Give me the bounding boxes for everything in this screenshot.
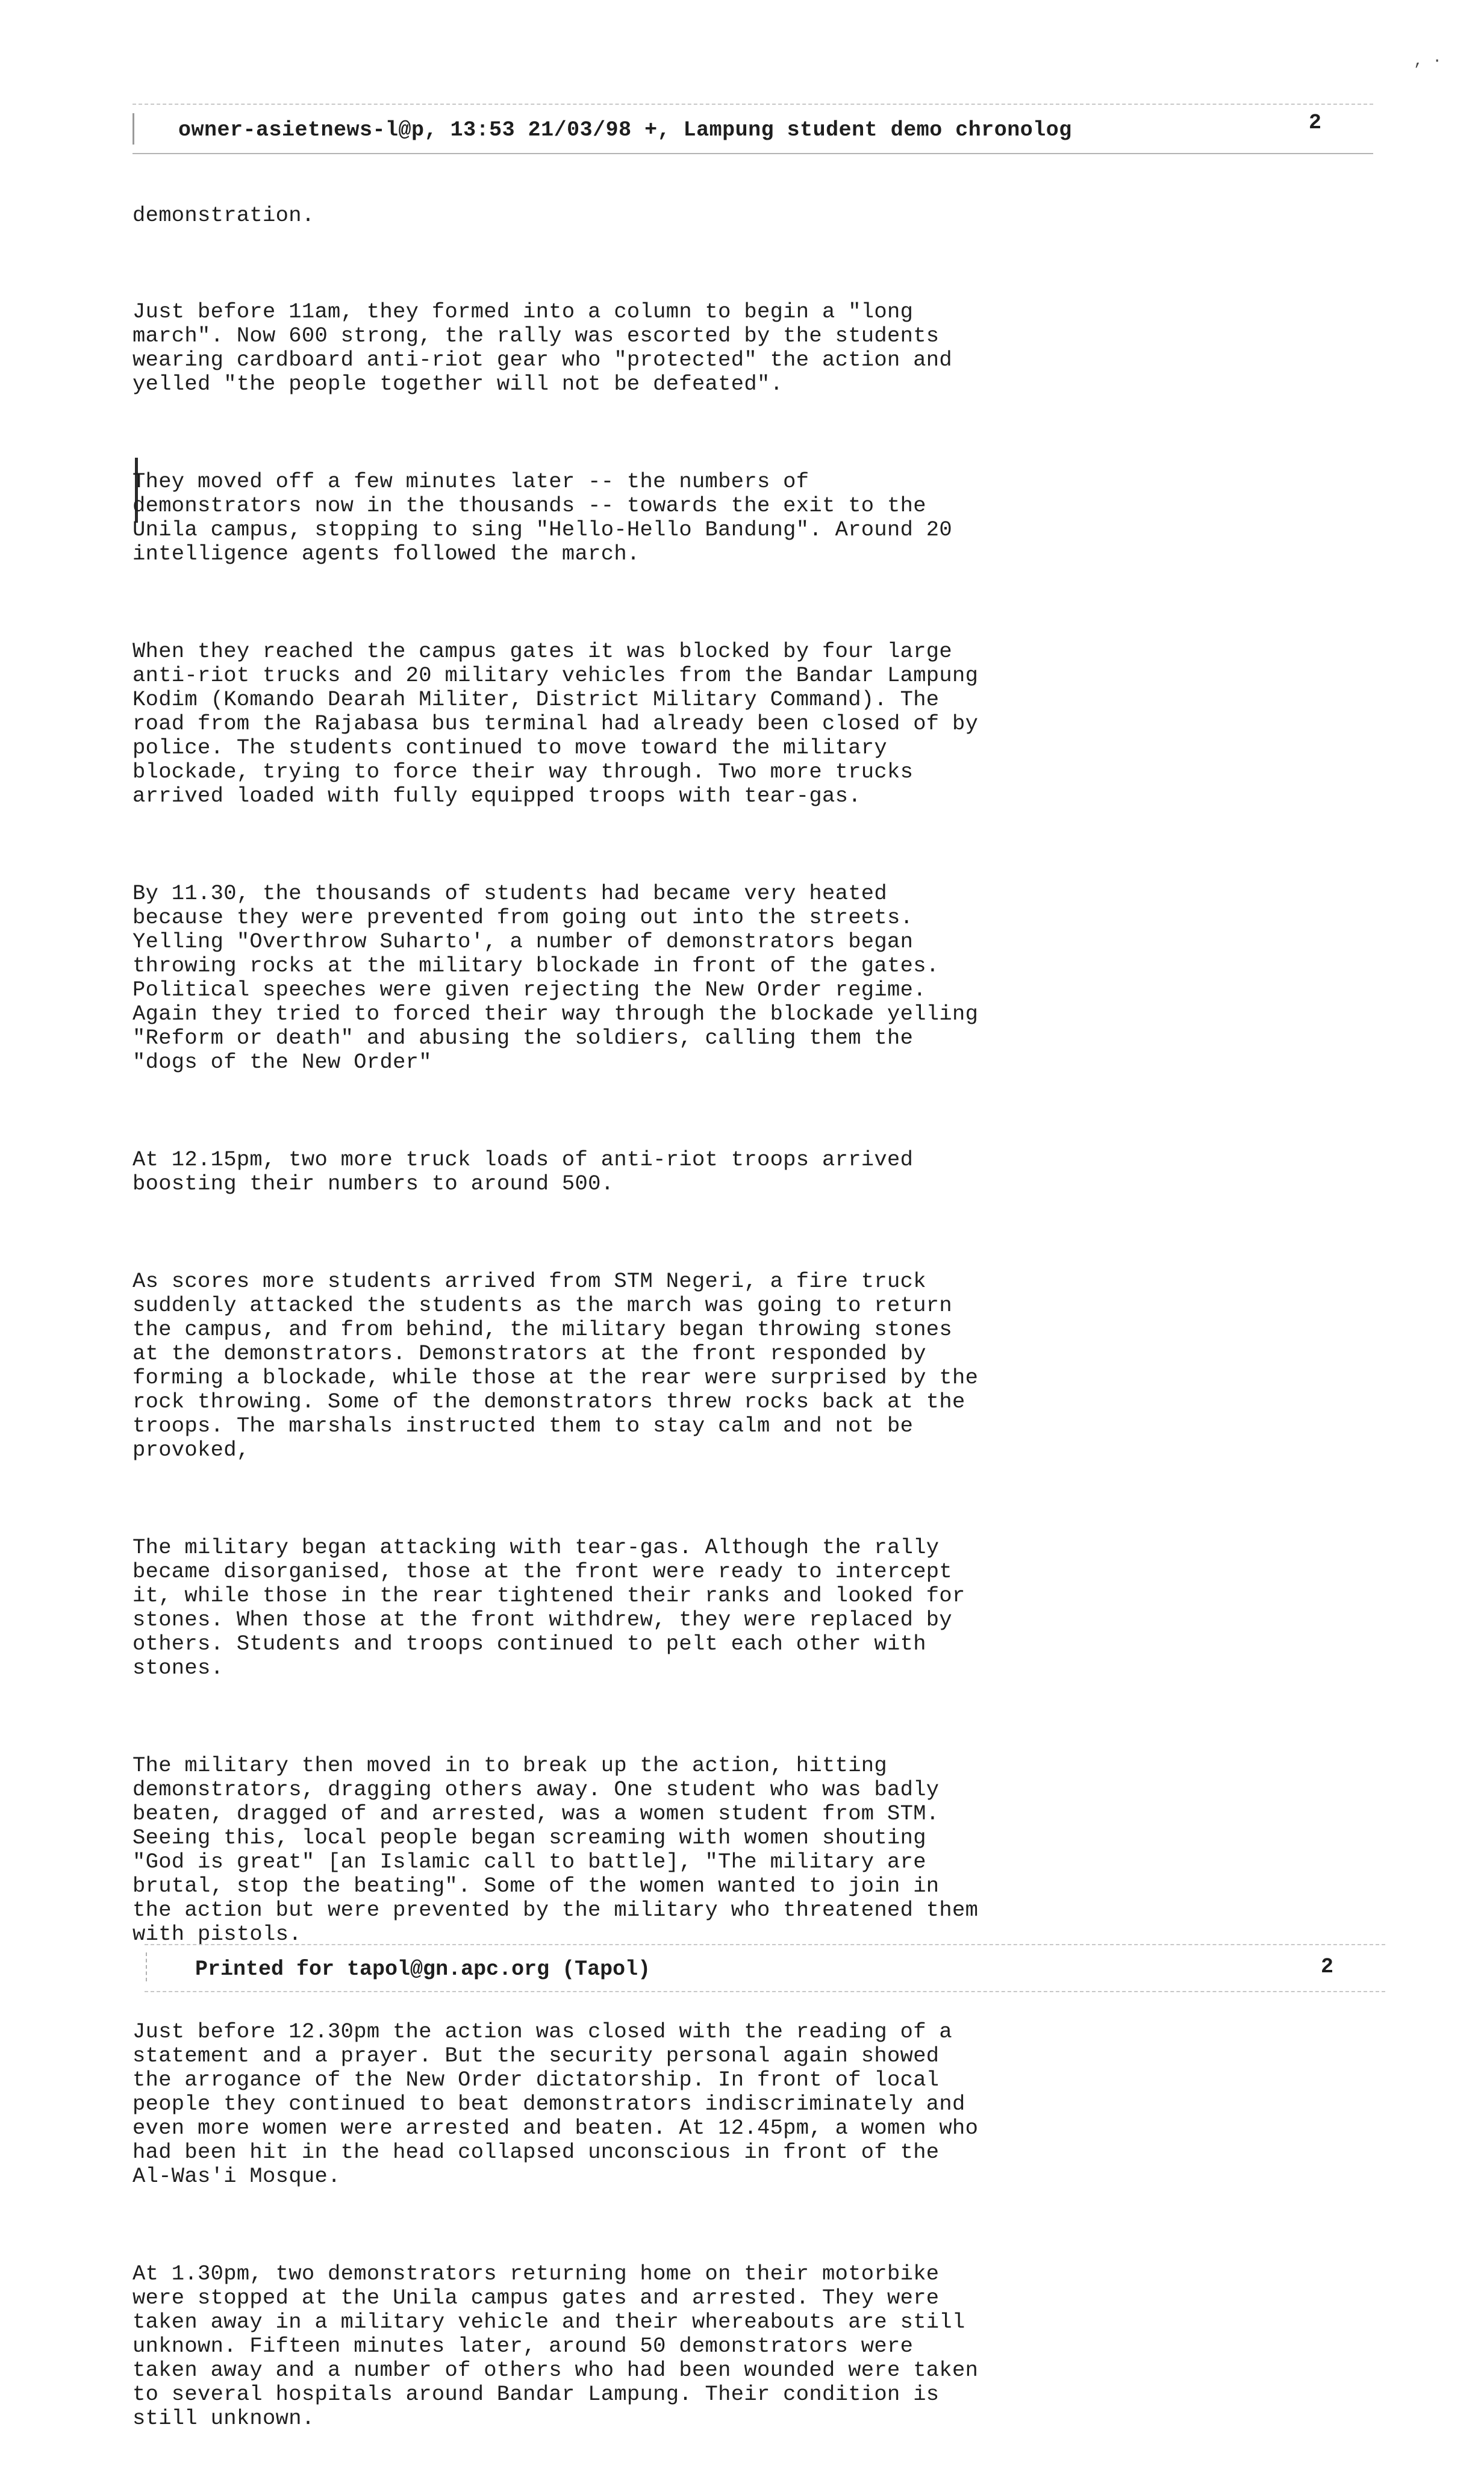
paragraph: demonstration. bbox=[132, 203, 315, 228]
header-left-rule bbox=[132, 113, 134, 145]
document-body bbox=[132, 155, 1072, 2480]
footer-text: Printed for tapol@gn.apc.org (Tapol) bbox=[195, 1957, 651, 1981]
footer-left-rule bbox=[146, 1952, 147, 1981]
paragraph: The military then moved in to break up the action, hitting demonstrators, dragging others away. One student who was badly beaten, dragged of and arrested, was a women student from STM. Seeing this, local people began screaming with women shouting "God is great" [an Islamic call to battle], "The military are brutal, stop the beating". Some of the women wanted to join in the action but were prevented by the military who threatened them with pistols. bbox=[132, 1753, 979, 1946]
paragraph: Just before 11am, they formed into a column to begin a "long march". Now 600 strong, the rally was escorted by the students wearing cardboard anti-riot gear who "protected" the action and yelled "the people together will not be defeated". bbox=[132, 299, 953, 396]
header-page-number: 2 bbox=[1308, 111, 1321, 135]
paragraph: They moved off a few minutes later -- the numbers of demonstrators now in the thousands -- towards the exit to the Unila campus, stopping to sing "Hello-Hello Bandung". Around 20 intelligence agents followed the march. bbox=[132, 469, 953, 566]
paragraph: As scores more students arrived from STM Negeri, a fire truck suddenly attacked the students as the march was going to return the campus, and from behind, the military began throwing stones at the demonstrators. Demonstrators at the front responded by forming a blockade, while those at the rear were surprised by the rock throwing. Some of the demonstrators threw rocks back at the troops. The marshals instructed them to stay calm and not be provoked, bbox=[132, 1269, 979, 1462]
footer-page-number: 2 bbox=[1320, 1955, 1333, 1979]
corner-mark: , · bbox=[1414, 52, 1442, 70]
header-title: owner-asietnews-l@p, 13:53 21/03/98 +, Lampung student demo chronolog bbox=[178, 118, 1072, 142]
paragraph: By 11.30, the thousands of students had became very heated because they were prevented from going out into the streets. Yelling "Overthrow Suharto', a number of demonstrators began throwing rocks at the military blockade in front of the gates. Political speeches were given rejecting the New Order regime. Again they tried to forced their way through the blockade yelling "Reform or death" and abusing the soldiers, calling them the "dogs of the New Order" bbox=[132, 881, 979, 1074]
page-footer bbox=[145, 1944, 1385, 1992]
paragraph: At 1.30pm, two demonstrators returning home on their motorbike were stopped at the Unila campus gates and arrested. They were taken away in a military vehicle and their whereabouts are still unknown. Fifteen minutes later, around 50 demonstrators were taken away and a number of others who had been wounded were taken to several hospitals around Bandar Lampung. Their condition is still unknown. bbox=[132, 2261, 979, 2431]
paragraph: Just before 12.30pm the action was closed with the reading of a statement and a prayer. But the security personal again showed the arrogance of the New Order dictatorship. In front of local people they continued to beat demonstrators indiscriminately and even more women were arrested and beaten. At 12.45pm, a women who had been hit in the head collapsed unconscious in front of the Al-Was'i Mosque. bbox=[132, 2019, 979, 2189]
paragraph: The military began attacking with tear-gas. Although the rally became disorganised, those at the front were ready to intercept it, while those in the rear tightened their ranks and looked for stones. When those at the front withdrew, they were replaced by others. Students and troops continued to pelt each other with stones. bbox=[132, 1535, 965, 1680]
page-header bbox=[132, 104, 1373, 154]
paragraph: When they reached the campus gates it was blocked by four large anti-riot trucks and 20 military vehicles from the Bandar Lampung Kodim (Komando Dearah Militer, District Military Command). The road from the Rajabasa bus terminal had already been closed of by police. The students continued to move toward the military blockade, trying to force their way through. Two more trucks arrived loaded with fully equipped troops with tear-gas. bbox=[132, 639, 979, 808]
paragraph: At 12.15pm, two more truck loads of anti-riot troops arrived boosting their numbers to around 500. bbox=[132, 1147, 914, 1196]
